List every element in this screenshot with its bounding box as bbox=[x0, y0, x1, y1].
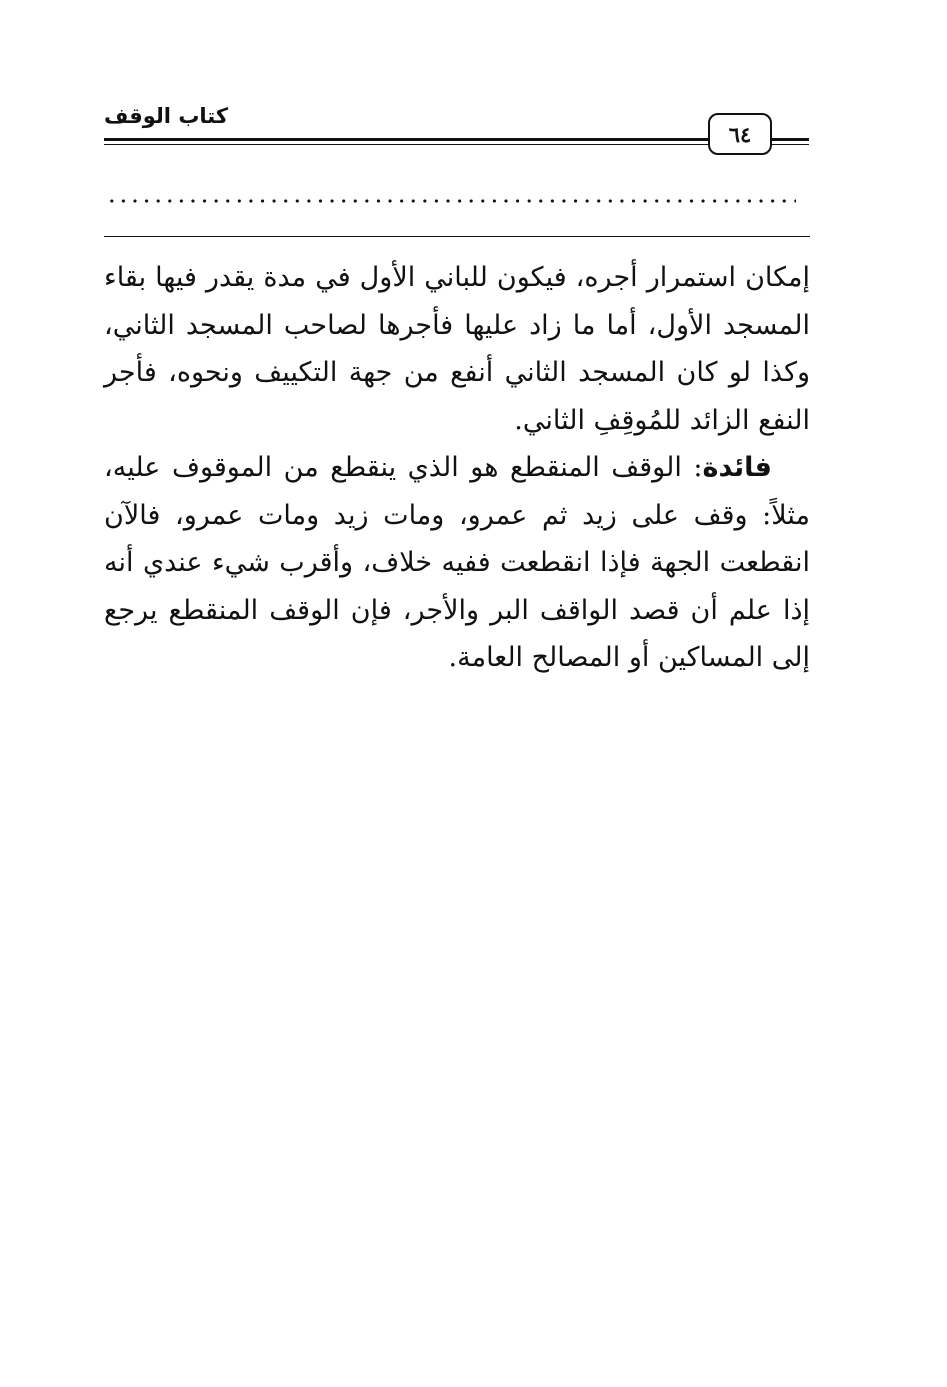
note-paragraph bbox=[104, 444, 810, 682]
section-separator bbox=[104, 236, 810, 237]
ellipsis-dotted-line bbox=[106, 199, 796, 203]
note-text: : الوقف المنقطع هو الذي ينقطع من الموقوف عليه، مثلاً: وقف على زيد ثم عمرو، ومات زيد ومات عمرو، فالآن انقطعت الجهة فإذا انقطعت ففيه خلاف، وأقرب شيء عندي أنه إذا علم أن قصد الواقف البر والأجر، فإن الوقف المنقطع يرجع إلى المساكين أو المصالح العامة. bbox=[104, 452, 810, 673]
header-rule-thin-right bbox=[772, 144, 809, 145]
body-paragraph: إمكان استمرار أجره، فيكون للباني الأول في مدة يقدر فيها بقاء المسجد الأول، أما ما زاد عليها فأجرها لصاحب المسجد الثاني، وكذا لو كان المسجد الثاني أنفع من جهة التكييف ونحوه، فأجر النفع الزائد للمُوقِفِ الثاني. bbox=[104, 262, 810, 436]
page-body bbox=[104, 254, 810, 682]
page-number: ٦٤ bbox=[728, 121, 752, 147]
running-header-title: كتاب الوقف bbox=[104, 104, 229, 128]
header-rule-thick bbox=[104, 138, 708, 141]
header-rule-thick-right bbox=[772, 138, 809, 141]
note-label: فائدة bbox=[702, 452, 772, 483]
header-rule-thin bbox=[104, 144, 708, 145]
page-number-badge bbox=[708, 113, 772, 155]
